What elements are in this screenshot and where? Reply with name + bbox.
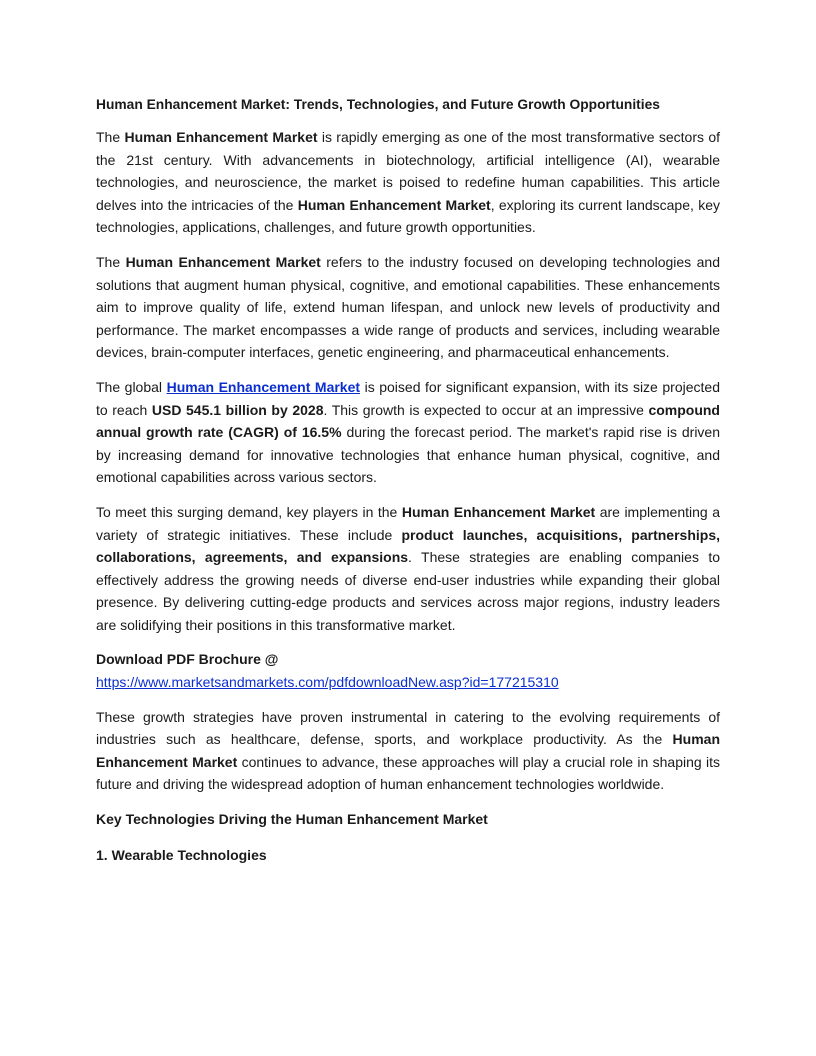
p3-text-4: during the forecast period. The market's rapid rise is driven by increasing demand for innovative technologies that enhance human physical, cognitive, and emotional capabilities across various sectors. bbox=[96, 424, 720, 486]
intro-paragraph bbox=[96, 126, 720, 239]
download-brochure bbox=[96, 648, 720, 693]
p5-text-1: These growth strategies have proven instrumental in catering to the evolving requirements of industries such as healthcare, defense, sports, and workplace productivity. As the bbox=[96, 708, 720, 748]
p4-text-2: are implementing a variety of strategic initiatives. These include bbox=[96, 503, 720, 543]
p3-bold-1: USD 545.1 billion by 2028 bbox=[151, 401, 324, 418]
p1-bold-2: Human Enhancement Market bbox=[297, 196, 491, 213]
p1-text-1: The bbox=[96, 129, 125, 145]
p3-text-2: is poised for significant expansion, with its size projected to reach bbox=[96, 378, 720, 418]
p2-text-1: The bbox=[96, 253, 126, 270]
download-url-link[interactable]: https://www.marketsandmarkets.com/pdfdownloadNew.asp?id=177215310 bbox=[96, 674, 559, 691]
p4-bold-1: Human Enhancement Market bbox=[401, 503, 596, 520]
p4-text-1: To meet this surging demand, key players in the bbox=[96, 503, 402, 520]
wearable-technologies-heading: 1. Wearable Technologies bbox=[96, 847, 267, 864]
market-link[interactable]: Human Enhancement Market bbox=[166, 378, 361, 395]
p1-text-2: is rapidly emerging as one of the most transformative sectors of the 21st century. With advancements in biotechnology, artificial intelligence (AI), wearable technologies, and neuroscience, the market is poised to redefine human capabilities. This article delves into the intricacies of the bbox=[96, 129, 720, 213]
p3-text-3: . This growth is expected to occur at an impressive bbox=[323, 401, 649, 418]
p1-bold-1: Human Enhancement Market bbox=[124, 129, 318, 145]
p3-bold-2: compound annual growth rate (CAGR) of 16.5% bbox=[96, 401, 720, 441]
p3-text-1: The global bbox=[96, 378, 167, 395]
p4-bold-2: product launches, acquisitions, partnerships, collaborations, agreements, and expansions bbox=[96, 526, 720, 566]
document-title: Human Enhancement Market: Trends, Technologies, and Future Growth Opportunities bbox=[96, 97, 660, 112]
definition-paragraph bbox=[96, 251, 720, 364]
p1-text-3: , exploring its current landscape, key technologies, applications, challenges, and future growth opportunities. bbox=[96, 196, 720, 236]
market-size-paragraph bbox=[96, 376, 720, 489]
key-technologies-heading: Key Technologies Driving the Human Enhancement Market bbox=[96, 811, 488, 828]
p2-text-2: refers to the industry focused on developing technologies and solutions that augment human physical, cognitive, and emotional capabilities. These enhancements aim to improve quality of life, extend human lifespan, and unlock new levels of productivity and performance. The market encompasses a wide range of products and services, including wearable devices, brain-computer interfaces, genetic engineering, and pharmaceutical enhancements. bbox=[96, 253, 720, 361]
p2-bold-1: Human Enhancement Market bbox=[125, 253, 321, 270]
p4-text-3: . These strategies are enabling companies to effectively address the growing needs of diverse end-user industries while expanding their global presence. By delivering cutting-edge products and services across major regions, industry leaders are solidifying their positions in this transformative market. bbox=[96, 549, 720, 633]
p5-bold-1: Human Enhancement Market bbox=[96, 731, 720, 770]
p5-text-2: continues to advance, these approaches will play a crucial role in shaping its future and driving the widespread adoption of human enhancement technologies worldwide. bbox=[96, 753, 720, 793]
growth-strategies-paragraph bbox=[96, 706, 720, 796]
strategies-paragraph bbox=[96, 501, 720, 637]
download-label: Download PDF Brochure @ bbox=[96, 651, 279, 668]
